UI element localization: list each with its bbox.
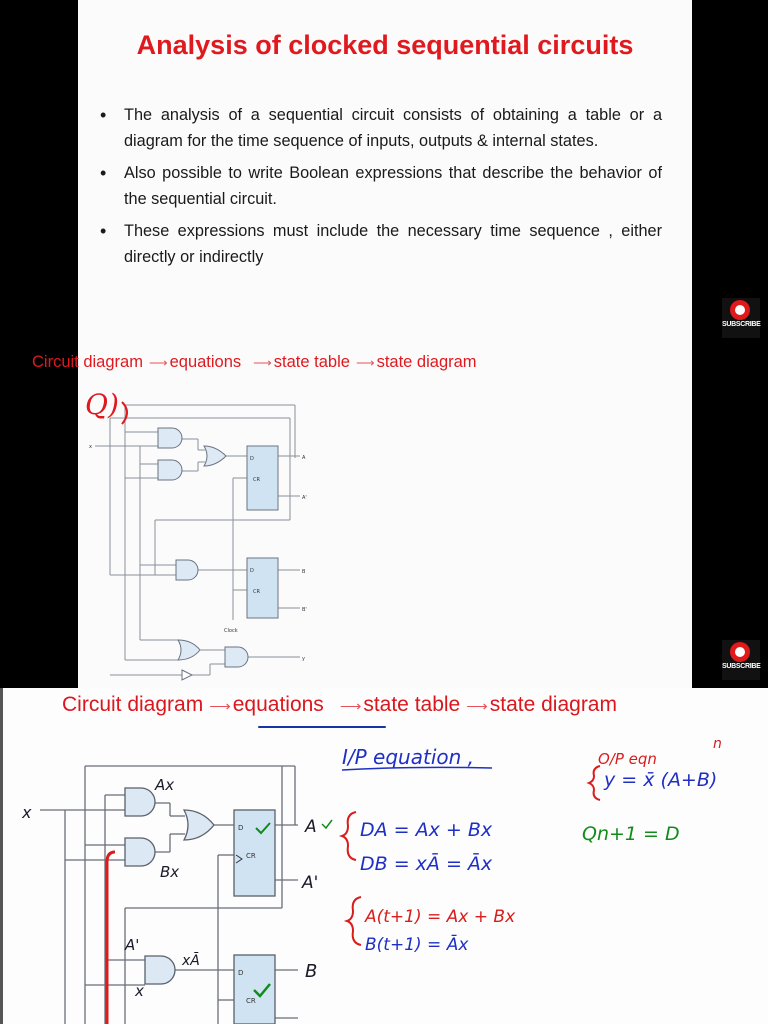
a-prime-label: A' bbox=[302, 495, 307, 501]
input-label: x bbox=[89, 444, 92, 450]
ff-d-label: D bbox=[250, 568, 254, 574]
brace-icon bbox=[342, 812, 356, 860]
b-output-label: B bbox=[302, 569, 306, 575]
gate-note-xa: xĀ bbox=[182, 953, 200, 969]
brace-icon bbox=[589, 766, 600, 800]
at1-equation: A(t+1) = Ax + Bx bbox=[365, 907, 516, 927]
qn-equation: Qn+1 = D bbox=[582, 823, 680, 845]
top-gates bbox=[158, 428, 278, 680]
op-heading: O/P eqn bbox=[598, 750, 657, 768]
bullet-item: • The analysis of a sequential circuit consists of obtaining a table or a diagram for the time sequence of inputs, outputs & internal states. bbox=[100, 102, 662, 154]
arrow-right-icon: ⟶ bbox=[209, 698, 231, 715]
zoom-gates bbox=[125, 788, 275, 1024]
ip-heading: I/P equation , bbox=[342, 745, 475, 769]
gate-note-bx: Bx bbox=[160, 863, 180, 881]
arrow-right-icon: ⟶ bbox=[148, 355, 168, 370]
slide-title: Analysis of clocked sequential circuits bbox=[136, 30, 634, 60]
bullet-item: • Also possible to write Boolean expressions that describe the behavior of the sequential circuit. bbox=[100, 160, 662, 212]
ff-clk-label: CR bbox=[253, 477, 260, 483]
gate-note-ax: Ax bbox=[155, 776, 175, 794]
check-icon bbox=[322, 820, 332, 828]
db-equation: DB = xĀ = Āx bbox=[360, 853, 493, 875]
flow-step: Circuit diagram bbox=[32, 353, 143, 371]
ff-clk-label: CR bbox=[253, 589, 260, 595]
ff-clk-label: CR bbox=[246, 852, 256, 860]
x-input-note: x bbox=[22, 803, 32, 822]
arrow-right-icon: ⟶ bbox=[466, 698, 488, 715]
subscribe-label: SUBSCRIBE bbox=[722, 321, 761, 328]
input-note-x: x bbox=[135, 982, 144, 1000]
clock-label: Clock bbox=[224, 628, 238, 634]
op-heading-sup: n bbox=[713, 736, 722, 752]
flow-step: state table bbox=[363, 693, 461, 716]
arrow-right-icon: ⟶ bbox=[253, 355, 272, 370]
ff-d-label: D bbox=[238, 969, 244, 977]
ff-d-label: D bbox=[238, 824, 244, 832]
bullet-item: • These expressions must include the necessary time sequence , either directly or indirectly bbox=[100, 218, 662, 270]
output-note-b: B bbox=[305, 961, 318, 982]
arrow-right-icon: ⟶ bbox=[339, 698, 362, 715]
b-prime-label: B' bbox=[302, 607, 307, 613]
a-output-label: A bbox=[302, 455, 306, 461]
flow-step: equations bbox=[232, 693, 324, 716]
arrow-right-icon: ⟶ bbox=[355, 355, 375, 370]
y-output-label: y bbox=[302, 656, 305, 662]
ff-d-label: D bbox=[250, 456, 254, 462]
flow-step: equations bbox=[169, 353, 242, 371]
flow-step: state table bbox=[273, 353, 350, 371]
flow-step: state diagram bbox=[489, 693, 617, 716]
subscribe-label: SUBSCRIBE bbox=[722, 663, 761, 670]
y-equation: y = x̄ (A+B) bbox=[604, 769, 718, 791]
ff-clk-label: CR bbox=[246, 997, 256, 1005]
highlight-stroke bbox=[107, 852, 115, 1024]
question-mark: Q) bbox=[85, 388, 119, 421]
flow-step: Circuit diagram bbox=[62, 693, 204, 716]
input-note-aprime: A' bbox=[125, 936, 140, 954]
output-note-aprime: A' bbox=[302, 873, 319, 893]
flow-step: state diagram bbox=[376, 353, 477, 371]
output-note-a: A bbox=[305, 817, 317, 837]
da-equation: DA = Ax + Bx bbox=[360, 819, 493, 841]
brace-icon bbox=[347, 897, 361, 945]
bt1-equation: B(t+1) = Āx bbox=[365, 935, 469, 955]
